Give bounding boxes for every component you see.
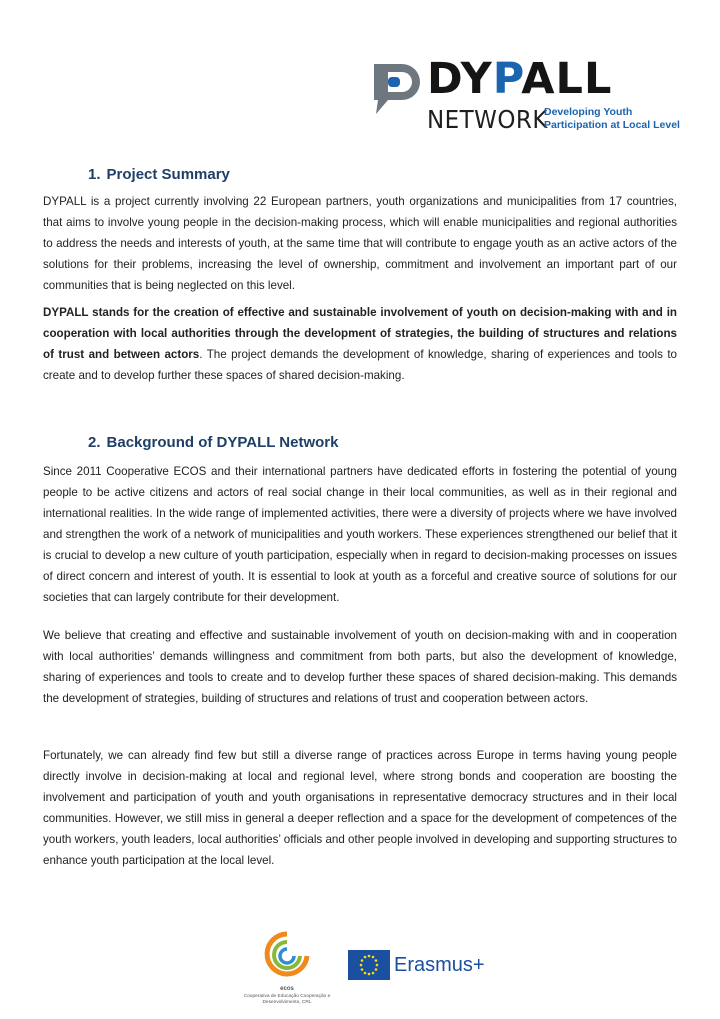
section-2-heading: 2. Background of DYPALL Network <box>88 434 339 451</box>
logo-network-text: NETWORK <box>427 105 548 134</box>
section-1-heading: 1. Project Summary <box>88 166 230 183</box>
logo-wordmark: DYPALL <box>427 54 613 104</box>
dypall-network-logo <box>368 54 680 144</box>
section-2-paragraph-2: We believe that creating and effective and sustainable involvement of youth on decision-making with and in cooperation with local authorities’ demands willingness and commitment from both parts, but also the development of knowledge, sharing of experiences and tools to create and to develop further these spaces of shared decision-making. This demands the development of strategies, building of structures and relations of trust and cooperation between actors. <box>43 629 677 705</box>
logo-tagline: Developing Youth Participation at Local Level <box>544 106 680 131</box>
ecos-swirl-icon <box>262 930 312 982</box>
speech-bubble-logo-icon <box>368 60 422 118</box>
section-2-paragraph-3: Fortunately, we can already find few but still a diverse range of practices across Europe in terms having young people directly involve in decision-making at local and regional level, where strong bonds and cooperation are boosting the involvement and participation of youth and youth organisations in representative democracy structures and in their local communities. However, we still miss in general a deeper reflection and a space for the development of competences of the youth workers, youth leaders, local authorities’ officials and other people involved in developing and supporting structures to enhance youth participation at the local level. <box>43 749 677 867</box>
section-1-paragraph-2: DYPALL stands for the creation of effective and sustainable involvement of youth on decision-making with and in cooperation with local authorities through the development of strategies, the building of structures and relations of trust and between actors. The project demands the development of knowledge, sharing of experiences and tools to create and to develop further these spaces of shared decision-making. <box>43 306 677 382</box>
ecos-logo: ecos Cooperativa de Educação Cooperação e Desenvolvimento, CRL <box>232 930 342 1015</box>
erasmus-plus-text: Erasmus+ <box>394 954 485 976</box>
eu-flag-icon <box>348 950 390 980</box>
section-1-paragraph-1: DYPALL is a project currently involving 22 European partners, youth organizations and municipalities from 17 countries, that aims to involve young people in the decision-making process, which will enable municipalities and regional authorities to address the needs and interests of youth, at the same time that will contribute to engage youth as an active actors of the solutions for their problems, increasing the level of ownership, commitment and involvement an important part of our communities that is being neglected on this level. <box>43 195 677 292</box>
section-2-paragraph-1: Since 2011 Cooperative ECOS and their international partners have dedicated efforts in fostering the potential of young people to be active citizens and actors of real social change in their local communities, as well as in their regional and international realities. In the wide range of implemented activities, there were a diversity of projects where we have involved and strengthen the work of a network of municipalities and youth workers. These experiences strengthened our belief that it is crucial to develop a new culture of youth participation, especially when in regard to decision-making processes on issues of direct concern and interest of youth. It is essential to look at youth as a forceful and creative source of solutions for our societies that can largely contribute for their development. <box>43 465 677 604</box>
erasmus-plus-logo <box>348 950 488 982</box>
